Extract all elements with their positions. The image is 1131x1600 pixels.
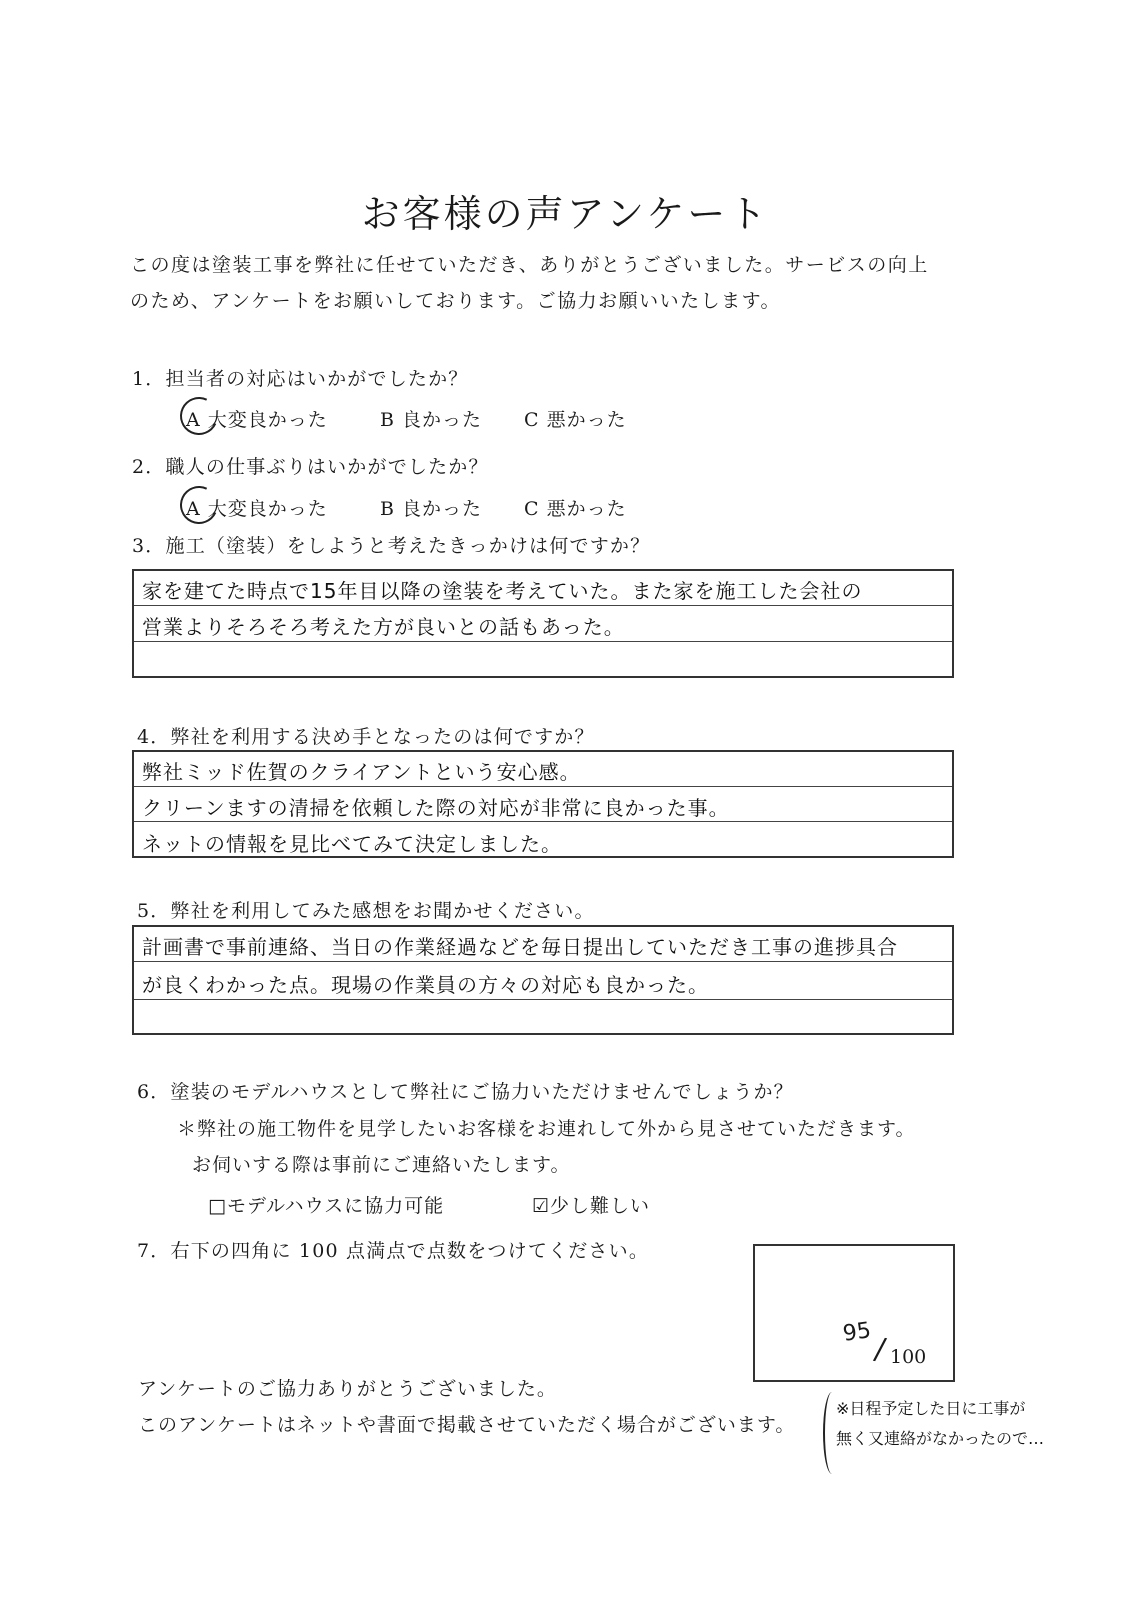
q2-option-c[interactable]: C 悪かった: [524, 498, 627, 520]
ruled-line: [134, 605, 952, 606]
q4-answer-line-3: ネットの情報を見比べてみて決定しました。: [142, 832, 562, 856]
question-7: 7．右下の四角に 100 点満点で点数をつけてください。: [137, 1240, 650, 1262]
q3-answer-box[interactable]: [132, 569, 954, 678]
score-box[interactable]: [753, 1244, 955, 1382]
q2-option-b[interactable]: B 良かった: [380, 498, 483, 520]
q4-answer-line-1: 弊社ミッド佐賀のクライアントという安心感。: [142, 760, 581, 784]
q4-answer-line-2: クリーンますの清掃を依頼した際の対応が非常に良かった事。: [142, 796, 730, 820]
side-note: [836, 1394, 1096, 1454]
q5-answer-box[interactable]: [132, 925, 954, 1035]
side-note-line-2: 無く又連絡がなかったので…: [836, 1429, 1045, 1448]
score-max: 100: [890, 1346, 927, 1368]
closing-line-1: アンケートのご協力ありがとうございました。: [138, 1378, 557, 1400]
ruled-line: [134, 641, 952, 642]
question-3: 3．施工（塗装）をしようと考えたきっかけは何ですか？: [132, 535, 651, 557]
model-house-yes-checkbox[interactable]: □モデルハウスに協力可能: [208, 1195, 445, 1217]
side-note-line-1: ※日程予定した日に工事が: [836, 1399, 1026, 1418]
q6-note-2: お伺いする際は事前にご連絡いたします。: [192, 1154, 571, 1176]
q4-answer-box[interactable]: [132, 750, 954, 858]
q1-option-b[interactable]: B 良かった: [380, 409, 483, 431]
q3-answer-line-2: 営業よりそろそろ考えた方が良いとの話もあった。: [142, 615, 625, 639]
q5-answer-line-2: が良くわかった点。現場の作業員の方々の対応も良かった。: [142, 973, 709, 997]
ruled-line: [134, 821, 952, 822]
q6-note-1: ＊弊社の施工物件を見学したいお客様をお連れして外から見させていただきます。: [177, 1118, 916, 1140]
ruled-line: [134, 999, 952, 1000]
q2-option-a-label: A 大変良かった: [186, 498, 328, 520]
q2-option-a[interactable]: [186, 494, 328, 521]
selection-circle-icon: [175, 481, 224, 530]
ruled-line: [134, 961, 952, 962]
selection-circle-icon: [175, 392, 224, 441]
question-2: 2．職人の仕事ぶりはいかがでしたか？: [132, 456, 489, 478]
question-5: 5．弊社を利用してみた感想をお聞かせください。: [137, 900, 595, 922]
intro-line-1: この度は塗装工事を弊社に任せていただき、ありがとうございました。サービスの向上: [130, 254, 929, 276]
intro-line-2: のため、アンケートをお願いしております。ご協力お願いいたします。: [130, 290, 782, 312]
page-title: お客様の声アンケート: [361, 192, 770, 236]
closing-line-2: このアンケートはネットや書面で掲載させていただく場合がございます。: [138, 1414, 796, 1436]
ruled-line: [134, 786, 952, 787]
question-1: 1．担当者の対応はいかがでしたか？: [132, 368, 469, 390]
q5-answer-line-1: 計画書で事前連絡、当日の作業経過などを毎日提出していただき工事の進捗具合: [142, 935, 898, 959]
q1-option-a-label: A 大変良かった: [186, 409, 328, 431]
question-6: 6．塗装のモデルハウスとして弊社にご協力いただけませんでしょうか？: [137, 1081, 794, 1103]
q1-option-c[interactable]: C 悪かった: [524, 409, 627, 431]
model-house-no-checkbox[interactable]: ☑少し難しい: [532, 1195, 651, 1217]
question-4: 4．弊社を利用する決め手となったのは何ですか？: [137, 726, 595, 748]
score-slash: /: [872, 1331, 889, 1368]
q1-option-a[interactable]: [186, 405, 328, 432]
q3-answer-line-1: 家を建てた時点で15年目以降の塗装を考えていた。また家を施工した会社の: [142, 579, 863, 603]
score-value: 95: [841, 1318, 873, 1347]
